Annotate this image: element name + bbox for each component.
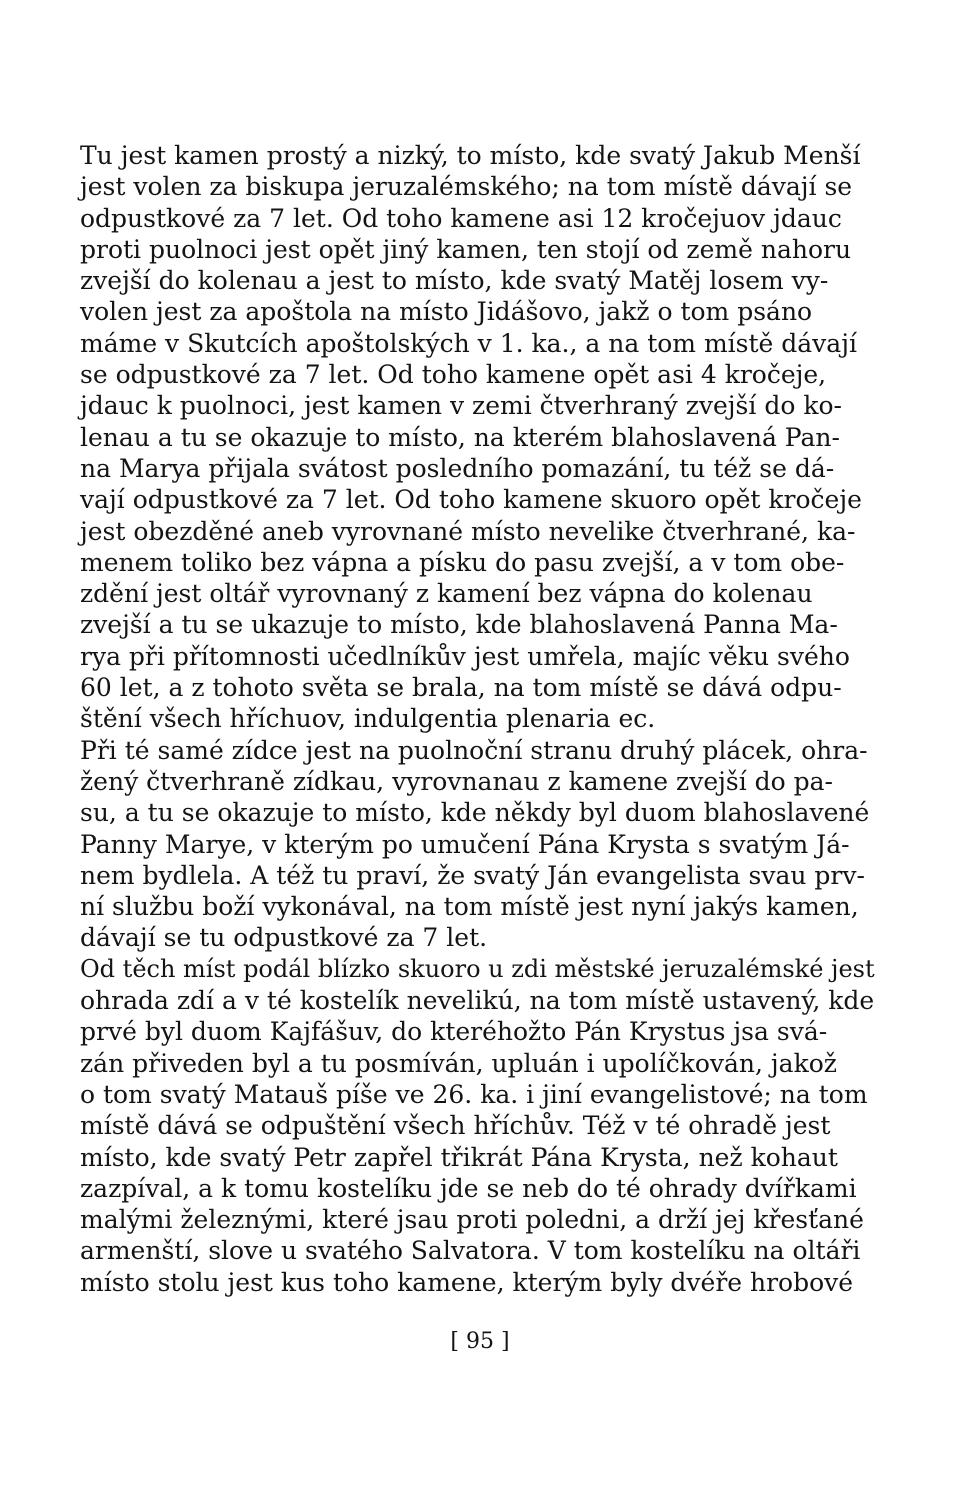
text-line: su, a tu se okazuje to místo, kde někdy byl duom blahoslavené <box>80 798 870 828</box>
text-line: místo stolu jest kus toho kamene, kterým byly dvéře hrobové <box>80 1267 854 1297</box>
text-line: žený čtverhraně zídkau, vyrovnanau z kamene zvejší do pa- <box>80 766 833 796</box>
text-line: zdění jest oltář vyrovnaný z kamení bez vápna do kolenau <box>80 579 813 609</box>
text-line: místo, kde svatý Petr zapřel třikrát Pána Krysta, než kohaut <box>80 1142 838 1172</box>
text-line: Panny Marye, v kterým po umučení Pána Krysta s svatým Já- <box>80 829 850 859</box>
text-line: malými železnými, které jsau proti poledni, a drží jej křesťané <box>80 1205 864 1235</box>
text-line: proti puolnoci jest opět jiný kamen, ten stojí od země nahoru <box>80 234 852 264</box>
text-line: jest volen za biskupa jeruzalémského; na tom místě dávají se <box>80 172 853 202</box>
text-line: ní službu boží vykonával, na tom místě jest nyní jakýs kamen, <box>80 892 859 922</box>
text-line: armenští, slove u svatého Salvatora. V tom kostelíku na oltáři <box>80 1236 861 1266</box>
text-line: lenau a tu se okazuje to místo, na kterém blahoslavená Pan- <box>80 422 840 452</box>
page-number: [ 95 ] <box>450 1329 510 1354</box>
text-line: zvejší a tu se ukazuje to místo, kde blahoslavená Panna Ma- <box>80 610 838 640</box>
text-line: zán přiveden byl a tu posmíván, upluán i upolíčkován, jakož <box>80 1048 837 1078</box>
text-line: menem toliko bez vápna a písku do pasu zvejší, a v tom obe- <box>80 547 845 577</box>
text-line: rya při přítomnosti učedlníkův jest umřela, majíc věku svého <box>80 641 850 671</box>
text-line: Při té samé zídce jest na puolnoční stranu druhý plácek, ohra- <box>80 735 868 765</box>
text-line: Tu jest kamen prostý a nizký, to místo, kde svatý Jakub Menší <box>80 141 861 170</box>
text-line: vají odpustkové za 7 let. Od toho kamene skuoro opět kročeje <box>80 485 862 515</box>
text-line: dávají se tu odpustkové za 7 let. <box>80 923 488 953</box>
text-line: jest obezděné aneb vyrovnané místo nevelike čtverhrané, ka- <box>80 516 856 546</box>
body-text <box>80 140 880 1298</box>
text-line: Od těch míst podál blízko skuoro u zdi městské jeruzalémské jest <box>80 954 875 983</box>
text-line: na Marya přijala svátost posledního pomazání, tu též se dá- <box>80 453 835 483</box>
text-line: místě dává se odpuštění všech hříchův. Též v té ohradě jest <box>80 1111 831 1141</box>
text-line: odpustkové za 7 let. Od toho kamene asi 12 kročejuov jdauc <box>80 203 842 233</box>
text-line: nem bydlela. A též tu praví, že svatý Ján evangelista svau prv- <box>80 860 865 890</box>
text-line: o tom svatý Matauš píše ve 26. ka. i jiní evangelistové; na tom <box>80 1079 868 1109</box>
text-line: máme v Skutcích apoštolských v 1. ka., a na tom místě dávají <box>80 328 857 358</box>
text-line: prvé byl duom Kajfášuv, do kteréhožto Pán Krystus jsa svá- <box>80 1017 828 1047</box>
text-line: jdauc k puolnoci, jest kamen v zemi čtverhraný zvejší do ko- <box>80 391 842 421</box>
text-line: 60 let, a z tohoto světa se brala, na tom místě se dává odpu- <box>80 673 842 703</box>
text-line: zvejší do kolenau a jest to místo, kde svatý Matěj losem vy- <box>80 266 829 296</box>
text-line: štění všech hříchuov, indulgentia plenaria ec. <box>80 704 656 734</box>
text-line: ohrada zdí a v té kostelík nevelikú, na tom místě ustavený, kde <box>80 986 875 1016</box>
text-line: volen jest za apoštola na místo Jidášovo, jakž o tom psáno <box>80 297 813 327</box>
text-line: se odpustkové za 7 let. Od toho kamene opět asi 4 kročeje, <box>80 360 827 390</box>
text-line: zazpíval, a k tomu kostelíku jde se neb do té ohrady dvířkami <box>80 1173 857 1203</box>
